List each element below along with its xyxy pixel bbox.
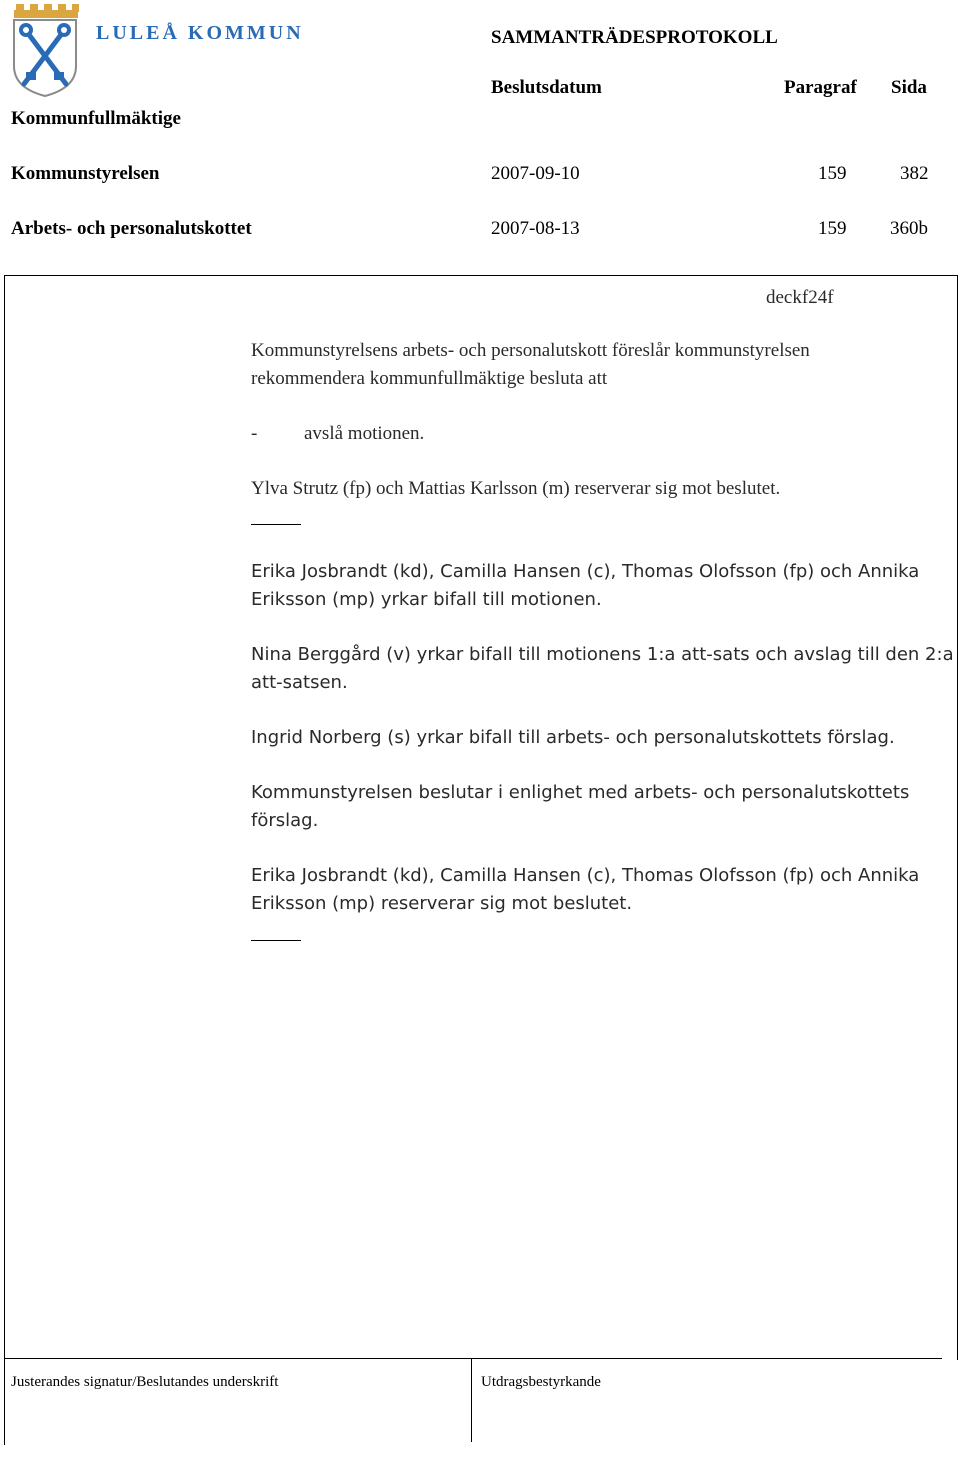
record-body: Kommunstyrelsen bbox=[11, 163, 160, 184]
separator-line bbox=[251, 940, 301, 941]
right-border bbox=[957, 275, 958, 1360]
decision-paragraph: Kommunstyrelsen beslutar i enlighet med arbets- och personalutskottets bbox=[251, 782, 910, 803]
footer-column-divider bbox=[471, 1358, 472, 1442]
column-date-label: Beslutsdatum bbox=[491, 77, 602, 98]
record-paragraph: 159 bbox=[818, 218, 847, 239]
final-reservation-paragraph-cont: Eriksson (mp) reserverar sig mot beslutet. bbox=[251, 893, 633, 914]
record-date: 2007-09-10 bbox=[491, 163, 580, 184]
record-page: 382 bbox=[900, 163, 929, 184]
column-paragraph-label: Paragraf bbox=[784, 77, 857, 98]
decision-paragraph-cont: förslag. bbox=[251, 810, 319, 831]
proposal-paragraph: Kommunstyrelsens arbets- och personalutskott föreslår kommunstyrelsen bbox=[251, 340, 810, 361]
partial-support-paragraph-cont: att-satsen. bbox=[251, 672, 348, 693]
record-paragraph: 159 bbox=[818, 163, 847, 184]
coat-of-arms-icon bbox=[10, 4, 80, 98]
record-body: Arbets- och personalutskottet bbox=[11, 218, 252, 239]
committee-support-paragraph: Ingrid Norberg (s) yrkar bifall till arbets- och personalutskottets förslag. bbox=[251, 727, 895, 748]
bullet-text: avslå motionen. bbox=[304, 423, 425, 444]
footer-divider bbox=[4, 1358, 942, 1359]
document-type: SAMMANTRÄDESPROTOKOLL bbox=[491, 27, 778, 48]
municipality-name: LULEÅ KOMMUN bbox=[96, 22, 304, 44]
certification-label: Utdragsbestyrkande bbox=[481, 1374, 601, 1390]
header-divider bbox=[4, 275, 958, 276]
signature-label: Justerandes signatur/Beslutandes underskrift bbox=[11, 1374, 279, 1390]
record-date: 2007-08-13 bbox=[491, 218, 580, 239]
reservation-paragraph: Ylva Strutz (fp) och Mattias Karlsson (m) reserverar sig mot beslutet. bbox=[251, 478, 781, 499]
assembly-name: Kommunfullmäktige bbox=[11, 108, 181, 129]
left-border bbox=[4, 275, 5, 1445]
column-page-label: Sida bbox=[891, 77, 927, 98]
document-id: deckf24f bbox=[766, 287, 834, 308]
proposal-paragraph-cont: rekommendera kommunfullmäktige besluta att bbox=[251, 368, 608, 389]
partial-support-paragraph: Nina Berggård (v) yrkar bifall till motionens 1:a att-sats och avslag till den 2:a bbox=[251, 644, 954, 665]
record-page: 360b bbox=[890, 218, 928, 239]
bullet-dash: - bbox=[251, 423, 258, 444]
final-reservation-paragraph: Erika Josbrandt (kd), Camilla Hansen (c), Thomas Olofsson (fp) och Annika bbox=[251, 865, 920, 886]
motion-support-paragraph-cont: Eriksson (mp) yrkar bifall till motionen. bbox=[251, 589, 602, 610]
separator-line bbox=[251, 524, 301, 525]
motion-support-paragraph: Erika Josbrandt (kd), Camilla Hansen (c), Thomas Olofsson (fp) och Annika bbox=[251, 561, 920, 582]
